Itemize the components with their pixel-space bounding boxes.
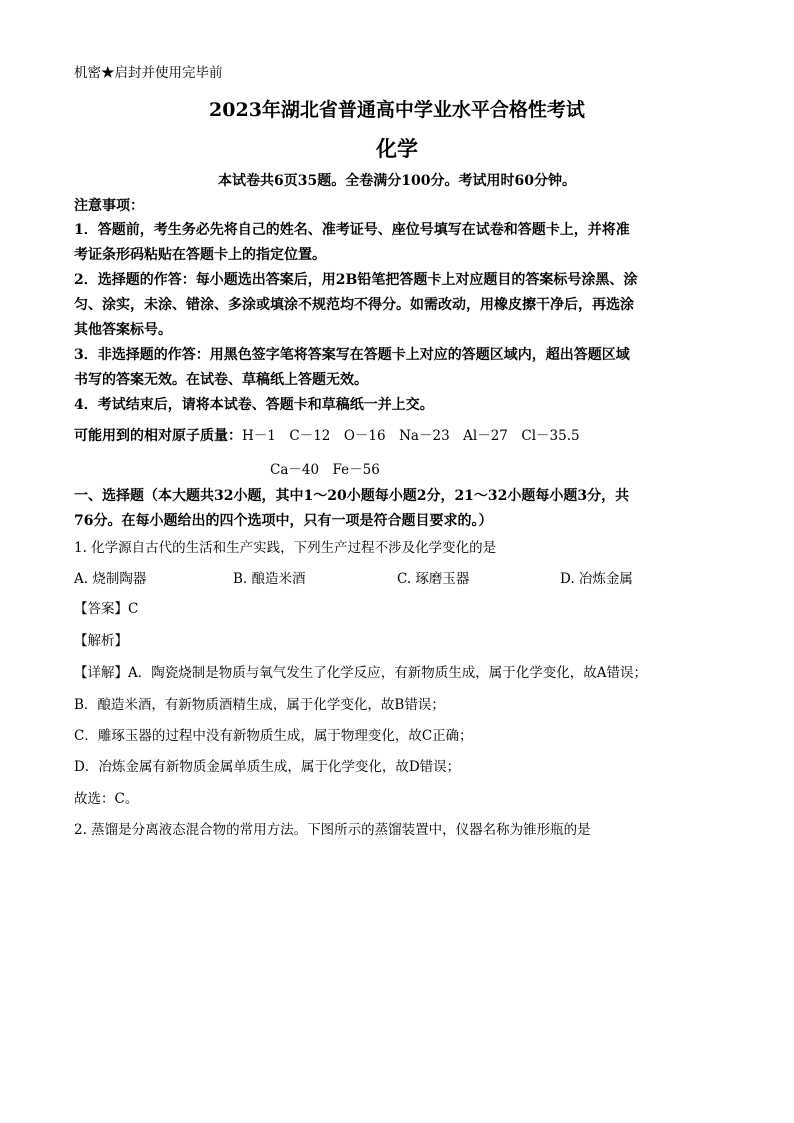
confidential-mark: 机密★启封并使用完毕前 xyxy=(74,65,223,81)
notice-heading: 注意事项： xyxy=(74,198,144,214)
notice-line: 4．考试结束后，请将本试卷、答题卡和草稿纸一并上交。 xyxy=(74,397,434,413)
q1-option-c: C. 琢磨玉器 xyxy=(397,571,470,587)
exam-title: 2023年湖北省普通高中学业水平合格性考试 xyxy=(209,99,585,121)
q1-option-b: B. 酿造米酒 xyxy=(233,571,306,587)
question-2-stem: 2. 蒸馏是分离液态混合物的常用方法。下图所示的蒸馏装置中，仪器名称为锥形瓶的是 xyxy=(74,822,591,838)
notice-line: 1．答题前，考生务必先将自己的姓名、准考证号、座位号填写在试卷和答题卡上，并将准 xyxy=(74,222,630,238)
section-heading-cont: 76分。在每小题给出的四个选项中，只有一项是符合题目要求的。） xyxy=(74,513,493,529)
q1-conclusion: 故选：C。 xyxy=(74,791,139,807)
q1-detail: D．冶炼金属有新物质金属单质生成，属于化学变化，故D错误； xyxy=(74,759,461,775)
atomic-mass-values: H－1 C－12 O－16 Na－23 Al－27 Cl－35.5 xyxy=(242,428,580,444)
section-heading: 一、选择题（本大题共32小题，其中1～20小题每小题2分，21～32小题每小题3分，共 xyxy=(74,488,630,504)
q1-option-d: D. 冶炼金属 xyxy=(560,571,633,587)
q1-option-a: A. 烧制陶器 xyxy=(74,571,147,587)
notice-line: 考证条形码粘贴在答题卡上的指定位置。 xyxy=(74,247,326,263)
notice-line: 3．非选择题的作答：用黑色签字笔将答案写在答题卡上对应的答题区域内，超出答题区域 xyxy=(74,347,630,363)
question-1-stem: 1. 化学源自古代的生活和生产实践，下列生产过程不涉及化学变化的是 xyxy=(74,540,497,556)
atomic-mass-values-2: Ca－40 Fe－56 xyxy=(270,462,380,478)
notice-line: 匀、涂实，未涂、错涂、多涂或填涂不规范均不得分。如需改动，用橡皮擦干净后，再选涂 xyxy=(74,297,634,313)
notice-line: 其他答案标号。 xyxy=(74,322,172,338)
q1-detail: 【详解】A．陶瓷烧制是物质与氧气发生了化学反应，有新物质生成，属于化学变化，故A错误； xyxy=(74,665,647,681)
q1-detail: B．酿造米酒，有新物质酒精生成，属于化学变化，故B错误； xyxy=(74,697,445,713)
atomic-mass-row xyxy=(74,427,580,445)
exam-summary: 本试卷共6页35题。全卷满分100分。考试用时60分钟。 xyxy=(218,173,576,189)
q1-answer: 【答案】C xyxy=(74,601,139,617)
subject-title: 化学 xyxy=(376,136,418,161)
notice-line: 2．选择题的作答：每小题选出答案后，用2B铅笔把答题卡上对应题目的答案标号涂黑、涂 xyxy=(74,272,638,288)
q1-analysis-label: 【解析】 xyxy=(74,633,128,649)
q1-detail: C．雕琢玉器的过程中没有新物质生成，属于物理变化，故C正确； xyxy=(74,728,473,744)
atomic-mass-label: 可能用到的相对原子质量： xyxy=(74,428,242,444)
notice-line: 书写的答案无效。在试卷、草稿纸上答题无效。 xyxy=(74,372,368,388)
